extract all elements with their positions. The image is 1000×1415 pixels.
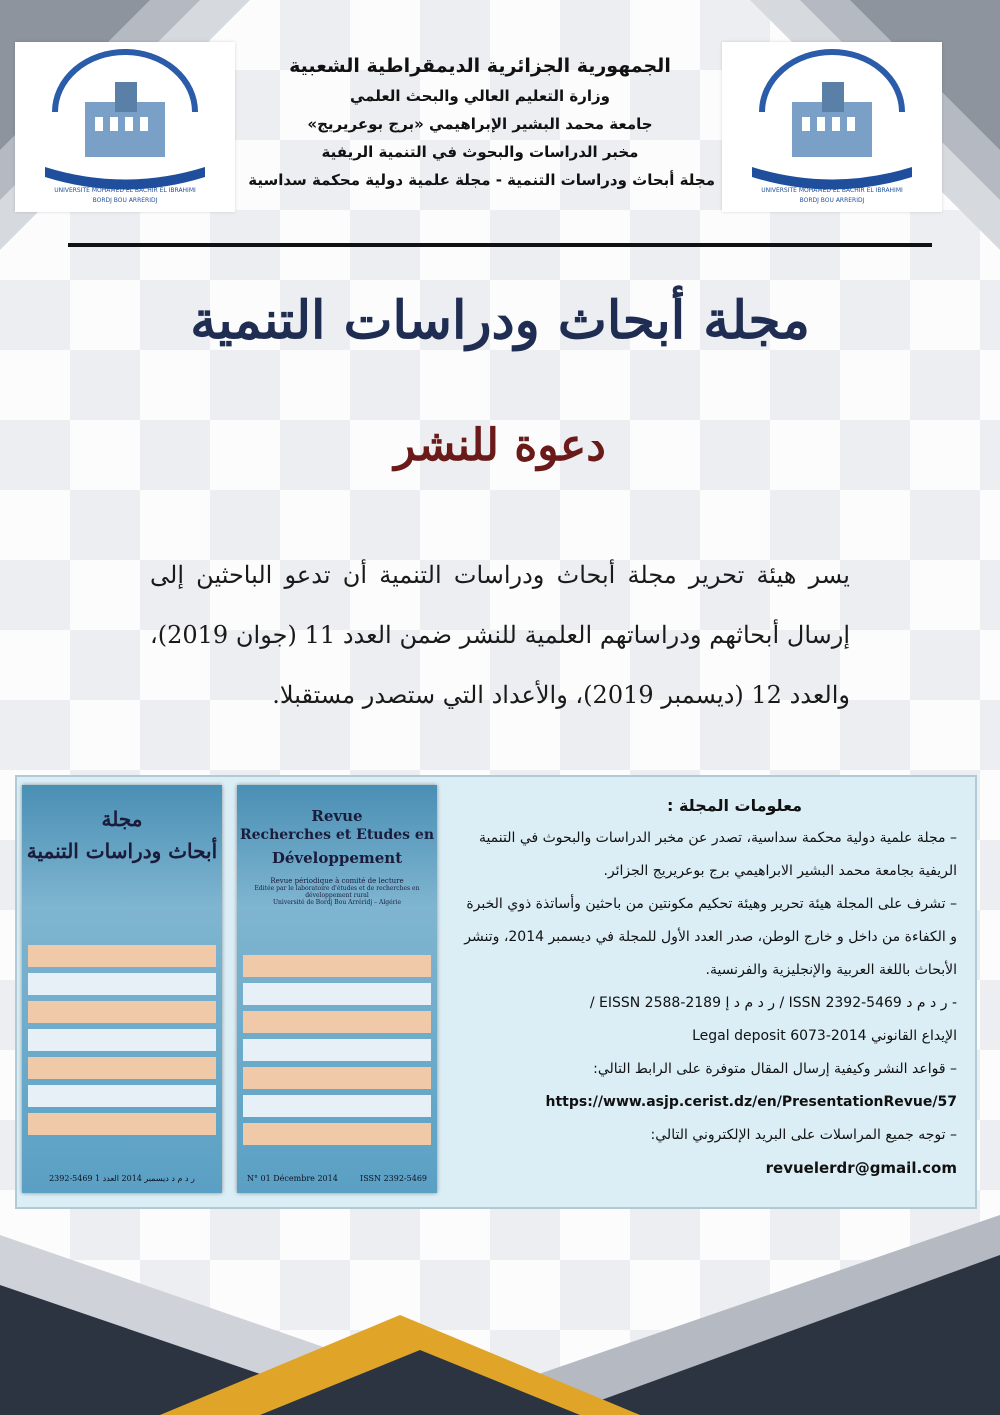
cover-stripe: [243, 1095, 431, 1117]
bottom-decoration: [0, 1175, 1000, 1415]
svg-text:UNIVERSITE MOHAMED EL BACHIR E: UNIVERSITE MOHAMED EL BACHIR EL IBRAHIMI: [54, 187, 196, 194]
info-text: [457, 789, 957, 1185]
cover-stripe: [243, 1067, 431, 1089]
cover-fr-issue: N° 01 Décembre 2014: [247, 1174, 338, 1183]
cover-arabic: [22, 785, 222, 1193]
cover-fr-sub1: Revue périodique à comité de lecture: [270, 877, 404, 885]
cover-stripe: [28, 1029, 216, 1051]
cover-stripe: [243, 955, 431, 977]
header-divider: [68, 243, 932, 247]
cover-fr-title1: Revue: [311, 807, 363, 825]
svg-text:UNIVERSITE MOHAMED EL BACHIR E: UNIVERSITE MOHAMED EL BACHIR EL IBRAHIMI: [761, 187, 903, 194]
header-university: جامعة محمد البشير الإبراهيمي «برج بوعريريج»: [307, 115, 653, 133]
info-heading: معلومات المجلة :: [666, 796, 802, 815]
cover-stripe: [28, 973, 216, 995]
cover-stripe: [28, 1085, 216, 1107]
cover-ar-title2: أبحاث ودراسات التنمية: [26, 839, 218, 863]
header-block: [245, 55, 715, 199]
cover-fr-issn: ISSN 2392-5469: [360, 1174, 427, 1183]
cover-ar-footer: 2392-5469 ر د م د ديسمبر 2014 العدد 1: [49, 1174, 195, 1183]
info-issn: - ر د م د ISSN 2392-5469 / ر د م د إ EISSN 2588-2189 /: [589, 995, 957, 1011]
cover-fr-title2: Recherches et Etudes en: [240, 827, 434, 843]
intro-paragraph: يسر هيئة تحرير مجلة أبحاث ودراسات التنمية أن تدعو الباحثين إلى إرسال أبحاثهم ودراساتهم العلمية للنشر ضمن العدد 11 (جوان 2019)، والعدد 12 (ديسمبر 2019)، والأعداد التي ستصدر مستقبلا.: [150, 561, 850, 709]
cover-fr-sub3: Université de Bordj Bou Arréridj – Algérie: [272, 899, 401, 906]
contact-email-link[interactable]: revuelerdr@gmail.com: [765, 1159, 957, 1177]
journal-info-box: [15, 775, 977, 1209]
info-paragraph-2: – تشرف على المجلة هيئة تحرير وهيئة تحكيم مكونتين من باحثين وأساتذة ذوي الخبرة و الكفاءة من داخل و خارج الوطن، صدر العدد الأول للمجلة في ديسمبر 2014، وتنشر الأبحاث باللغة العربية والإنجليزية والفرنسية.: [464, 896, 957, 978]
cover-stripe: [28, 1113, 216, 1135]
cover-stripe: [243, 983, 431, 1005]
university-logo-right: [722, 42, 942, 212]
cover-stripe: [28, 1057, 216, 1079]
info-mail-intro: – توجه جميع المراسلات على البريد الإلكتروني التالي:: [650, 1127, 957, 1143]
submission-link[interactable]: https://www.asjp.cerist.dz/en/PresentationRevue/57: [545, 1094, 957, 1110]
header-journal: مجلة أبحاث ودراسات التنمية - مجلة علمية دولية محكمة سداسية: [248, 171, 715, 189]
journal-title: مجلة أبحاث ودراسات التنمية: [190, 290, 810, 351]
call-for-papers-title: دعوة للنشر: [394, 420, 606, 471]
svg-text:BORDJ BOU ARRERIDJ: BORDJ BOU ARRERIDJ: [92, 197, 158, 204]
cover-fr-title3: Développement: [271, 849, 403, 867]
cover-french: [237, 785, 437, 1193]
cover-ar-title1: مجلة: [101, 807, 143, 831]
cover-stripe: [243, 1039, 431, 1061]
cover-stripe: [243, 1011, 431, 1033]
header-ministry: وزارة التعليم العالي والبحث العلمي: [349, 87, 611, 105]
university-logo-left: [15, 42, 235, 212]
cover-stripe: [28, 1001, 216, 1023]
cover-stripe: [243, 1123, 431, 1145]
info-paragraph-1: – مجلة علمية دولية محكمة سداسية، تصدر عن مخبر الدراسات والبحوث في التنمية الريفية بجامعة محمد البشير الابراهيمي برج بوعريريج الجزائر.: [478, 830, 957, 879]
header-laboratory: مخبر الدراسات والبحوث في التنمية الريفية: [321, 143, 639, 161]
info-rules: – قواعد النشر وكيفية إرسال المقال متوفرة على الرابط التالي:: [593, 1061, 957, 1077]
cover-stripe: [28, 945, 216, 967]
cover-fr-sub2: Editée par le laboratoire d'études et de recherches en développement rural: [254, 885, 420, 899]
header-republic: الجمهورية الجزائرية الديمقراطية الشعبية: [289, 55, 671, 77]
svg-text:BORDJ BOU ARRERIDJ: BORDJ BOU ARRERIDJ: [799, 197, 865, 204]
info-legal-deposit: الإيداع القانوني 2014-6073 Legal deposit: [692, 1028, 957, 1044]
